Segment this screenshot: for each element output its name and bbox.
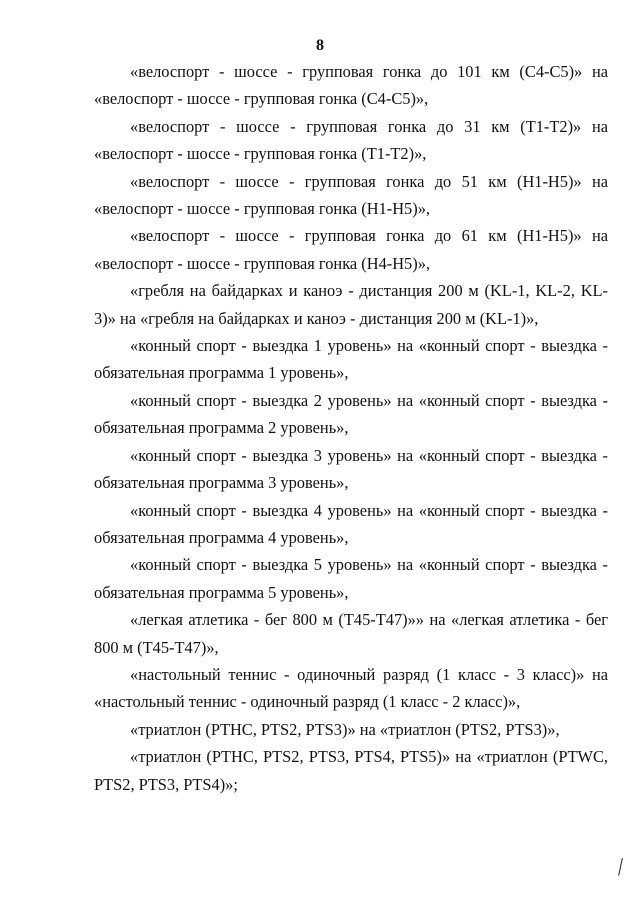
amendment-paragraph: «настольный теннис - одиночный разряд (1 класс - 3 класс)» на «настольный теннис - одиночный разряд (1 класс - 2 класс)», bbox=[94, 664, 608, 712]
amendment-paragraph: «велоспорт - шоссе - групповая гонка до 51 км (Н1-Н5)» на «велоспорт - шоссе - групповая гонка (Н1-Н5)», bbox=[94, 171, 608, 219]
amendment-paragraph: «триатлон (PTHC, PTS2, PTS3, PTS4, PTS5)» на «триатлон (PTWC, PTS2, PTS3, PTS4)»; bbox=[94, 747, 608, 794]
margin-pen-mark bbox=[618, 858, 625, 876]
amendment-paragraph: «велоспорт - шоссе - групповая гонка до 61 км (Н1-Н5)» на «велоспорт - шоссе - групповая гонка (Н4-Н5)», bbox=[94, 226, 608, 273]
amendment-paragraph: «велоспорт - шоссе - групповая гонка до 101 км (С4-С5)» на «велоспорт - шоссе - групповая гонка (С4-С5)», bbox=[94, 62, 608, 109]
amendment-paragraph: «легкая атлетика - бег 800 м (Т45-Т47)»» на «легкая атлетика - бег 800 м (Т45-Т47)», bbox=[94, 610, 608, 657]
amendment-paragraph: «конный спорт - выездка 5 уровень» на «конный спорт - выездка - обязательная программа 5 уровень», bbox=[94, 555, 608, 602]
amendment-paragraph: «конный спорт - выездка 2 уровень» на «конный спорт - выездка - обязательная программа 2 уровень», bbox=[94, 390, 608, 438]
amendment-paragraph: «конный спорт - выездка 3 уровень» на «конный спорт - выездка - обязательная программа 3 уровень», bbox=[94, 445, 608, 493]
amendment-paragraph: «велоспорт - шоссе - групповая гонка до 31 км (Т1-Т2)» на «велоспорт - шоссе - групповая гонка (Т1-Т2)», bbox=[94, 116, 608, 164]
amendment-list bbox=[94, 58, 608, 798]
amendment-paragraph: «триатлон (PTHC, PTS2, PTS3)» на «триатлон (PTS2, PTS3)», bbox=[130, 719, 560, 739]
amendment-paragraph: «гребля на байдарках и каноэ - дистанция 200 м (KL-1, KL-2, KL-3)» на «гребля на байдарках и каноэ - дистанция 200 м (KL-1)», bbox=[94, 281, 608, 328]
amendment-paragraph: «конный спорт - выездка 1 уровень» на «конный спорт - выездка - обязательная программа 1 уровень», bbox=[94, 336, 608, 383]
amendment-paragraph: «конный спорт - выездка 4 уровень» на «конный спорт - выездка - обязательная программа 4 уровень», bbox=[94, 500, 608, 547]
page-number: 8 bbox=[316, 37, 324, 54]
